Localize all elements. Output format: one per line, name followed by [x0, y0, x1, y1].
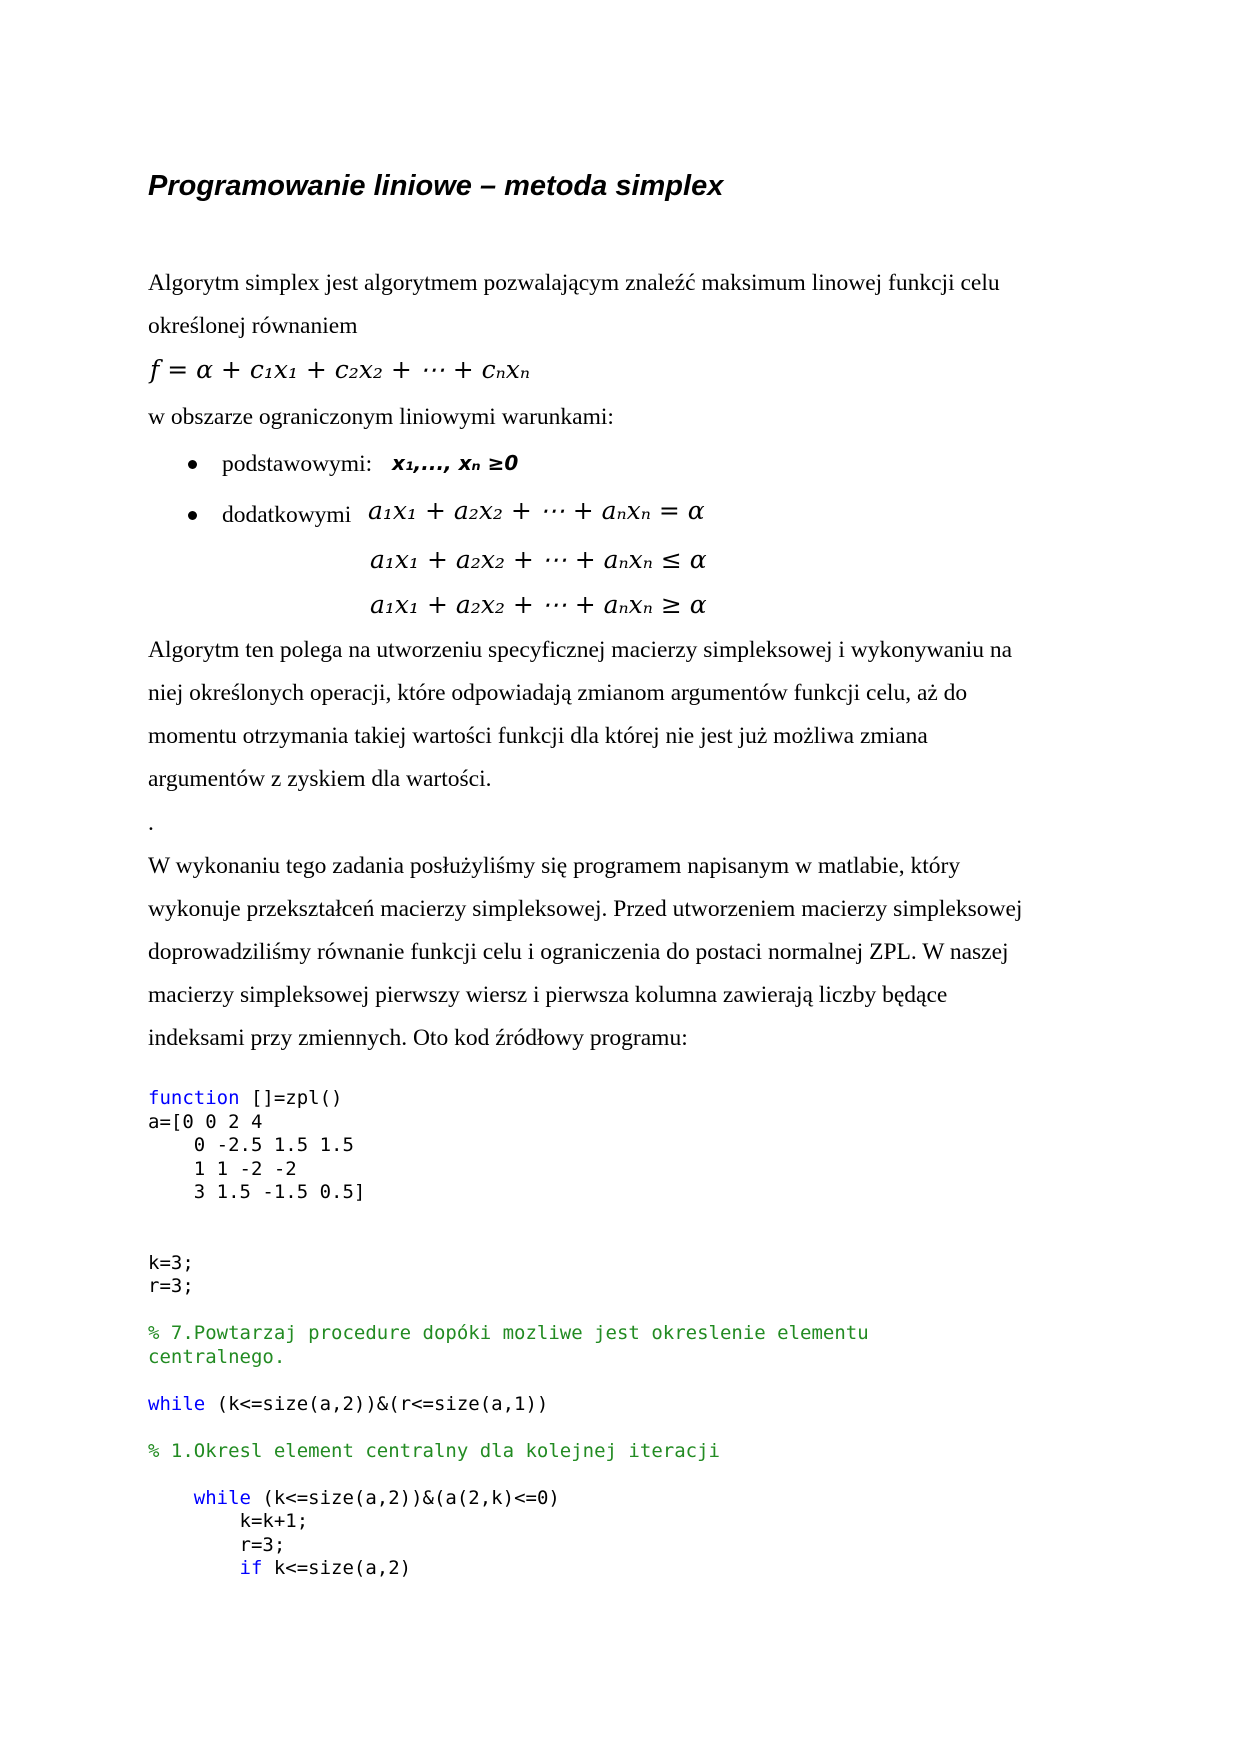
program-line-1: W wykonaniu tego zadania posłużyliśmy się programem napisanym w matlabie, który [148, 853, 961, 879]
additional-formula-eq: a₁x₁ + a₂x₂ + ⋯ + aₙxₙ = α [368, 496, 705, 525]
bullet-basic-label: podstawowymi: [222, 451, 373, 477]
program-line-5: indeksami przy zmiennych. Oto kod źródłowy programu: [148, 1025, 688, 1051]
additional-formula-le: a₁x₁ + a₂x₂ + ⋯ + aₙxₙ ≤ α [370, 545, 707, 574]
code-comment: % 1.Okresl element centralny dla kolejnej iteracji [148, 1439, 720, 1462]
bullet-basic-formula: x₁,..., xₙ ≥0 [392, 451, 519, 475]
code-line: k=k+1; [148, 1510, 309, 1532]
additional-formula-ge: a₁x₁ + a₂x₂ + ⋯ + aₙxₙ ≥ α [370, 590, 707, 619]
code-keyword: while [148, 1392, 206, 1415]
intro-line-2: określonej równaniem [148, 313, 358, 339]
code-indent [148, 1557, 240, 1579]
code-line: a=[0 0 2 4 [148, 1110, 263, 1133]
page-title: Programowanie liniowe – metoda simplex [148, 170, 724, 202]
algorithm-line-4: argumentów z zyskiem dla wartości. [148, 766, 492, 792]
code-line: (k<=size(a,2))&(r<=size(a,1)) [205, 1392, 549, 1415]
code-keyword: if [239, 1557, 263, 1579]
code-line: []=zpl() [239, 1087, 343, 1109]
code-line: 3 1.5 -1.5 0.5] [148, 1181, 366, 1203]
program-line-4: macierzy simpleksowej pierwszy wiersz i pierwsza kolumna zawierają liczby będące [148, 982, 948, 1008]
code-keyword: while [193, 1486, 251, 1509]
dot-line: . [148, 810, 154, 836]
bullet-additional-label: dodatkowymi [222, 502, 352, 528]
code-line: k<=size(a,2) [262, 1557, 412, 1579]
bullet-icon [188, 511, 197, 520]
program-line-3: doprowadziliśmy równanie funkcji celu i ograniczenia do postaci normalnej ZPL. W naszej [148, 939, 1009, 965]
code-line: r=3; [148, 1275, 194, 1297]
code-line: k=3; [148, 1251, 194, 1274]
constraints-intro: w obszarze ograniczonym liniowymi warunkami: [148, 404, 614, 430]
code-line: (k<=size(a,2))&(a(2,k)<=0) [250, 1486, 560, 1509]
algorithm-line-2: niej określonych operacji, które odpowiadają zmianom argumentów funkcji celu, aż do [148, 680, 968, 706]
code-line: 0 -2.5 1.5 1.5 [148, 1134, 354, 1156]
source-code-block [148, 1087, 869, 1581]
code-indent [148, 1487, 194, 1509]
intro-line-1: Algorytm simplex jest algorytmem pozwalającym znaleźć maksimum linowej funkcji celu [148, 270, 1000, 296]
program-line-2: wykonuje przekształceń macierzy simpleksowej. Przed utworzeniem macierzy simpleksowej [148, 896, 1023, 922]
code-line: r=3; [148, 1533, 286, 1556]
bullet-icon [188, 460, 197, 469]
algorithm-line-1: Algorytm ten polega na utworzeniu specyficznej macierzy simpleksowej i wykonywaniu na [148, 637, 1013, 663]
objective-formula: f = α + c₁x₁ + c₂x₂ + ⋯ + cₙxₙ [150, 355, 530, 384]
code-keyword: function [148, 1087, 240, 1109]
code-comment: % 7.Powtarzaj procedure dopóki mozliwe jest okreslenie elementu centralnego. [148, 1322, 869, 1368]
code-line: 1 1 -2 -2 [148, 1157, 297, 1180]
algorithm-line-3: momentu otrzymania takiej wartości funkcji dla której nie jest już możliwa zmiana [148, 723, 928, 749]
